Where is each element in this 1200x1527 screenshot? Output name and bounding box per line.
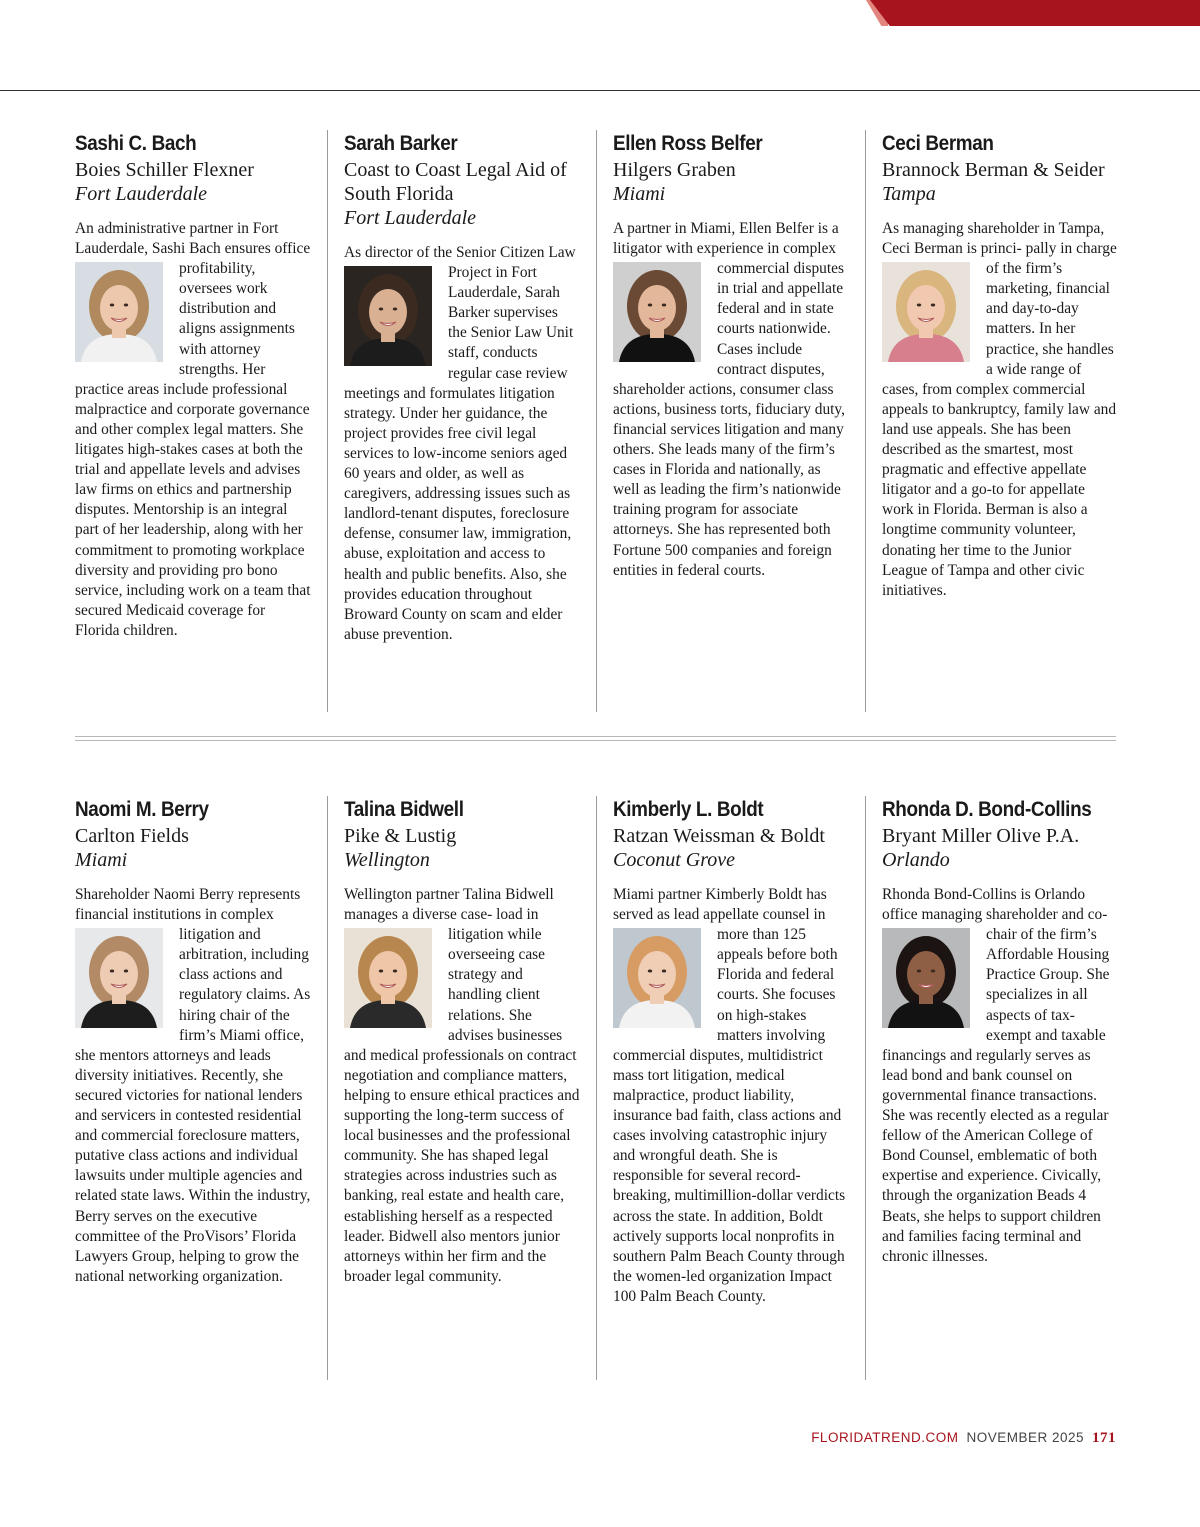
profile-photo bbox=[882, 928, 970, 1028]
profile-bio-rest: Law Project in Fort Lauderdale, Sarah Barker supervises the Senior Law Unit staff, conducts regular case review meetings and formulates litigation strategy. Under her guidance, the project provides free civil legal services to low-income seniors aged 60 years and older, as well as caregivers, addressing issues such as landlord-tenant disputes, foreclosure defense, consumer law, immigration, abuse, exploitation and access to health and public benefits. Also, she provides education throughout Broward County on scam and elder abuse prevention. bbox=[344, 244, 576, 643]
section-divider bbox=[75, 736, 1116, 741]
portrait-eye-right bbox=[931, 970, 935, 973]
column-divider bbox=[865, 130, 866, 712]
portrait-image bbox=[344, 266, 432, 366]
profile-bio-rest: office profitability, oversees work distribution and aligns assignments with attorney strengths. Her practice areas include professional malpractice and corporate governance and other complex legal matters. She litigates high-stakes cases at both the trial and appellate levels and advises law firms on ethics and partnership disputes. Mentorship is an integral part of her leadership, along with her commitment to promoting workplace diversity and providing pro bono service, including work on a team that secured Medicaid coverage for Florida children. bbox=[75, 240, 311, 639]
portrait-eye-right bbox=[124, 970, 128, 973]
profile-bio bbox=[613, 219, 849, 581]
portrait-image bbox=[882, 262, 970, 362]
profile-bio bbox=[75, 885, 311, 1287]
portrait-eye-right bbox=[662, 304, 666, 307]
profile-city: Fort Lauderdale bbox=[344, 207, 477, 229]
profile-photo bbox=[344, 928, 432, 1028]
profile-city: Wellington bbox=[344, 849, 430, 871]
profile-name: Kimberly L. Boldt bbox=[613, 798, 764, 821]
footer-site-link[interactable]: FLORIDATREND.COM bbox=[811, 1430, 959, 1445]
column-divider bbox=[327, 130, 328, 712]
profile-firm: Boies Schiller Flexner bbox=[75, 159, 254, 181]
profile-card bbox=[344, 130, 580, 712]
portrait-image bbox=[613, 262, 701, 362]
profile-bio-lead: Rhonda Bond-Collins is Orlando office managing shareholder and bbox=[882, 886, 1086, 924]
top-rule bbox=[0, 90, 1200, 91]
profile-city: Miami bbox=[613, 183, 666, 205]
portrait-face bbox=[638, 951, 676, 997]
portrait-image bbox=[882, 928, 970, 1028]
profile-name: Ellen Ross Belfer bbox=[613, 132, 763, 155]
profile-card bbox=[344, 796, 580, 1380]
profile-bio-rest: load in litigation while overseeing case strategy and handling client relations. She advises businesses and medical professionals on contract negotiation and compliance matters, helping to ensure ethical practices and supporting the long-term success of local businesses and the professional community. She has shaped legal strategies across industries such as banking, real estate and health care, establishing herself as a respected leader. Bidwell also mentors junior attorneys within her firm and the broader legal community. bbox=[344, 906, 580, 1285]
portrait-face bbox=[907, 285, 945, 331]
portrait-eye-right bbox=[662, 970, 666, 973]
portrait-eye-left bbox=[379, 970, 383, 973]
page-footer bbox=[790, 1430, 1116, 1450]
profile-photo bbox=[613, 928, 701, 1028]
portrait-face bbox=[100, 951, 138, 997]
profile-bio bbox=[882, 219, 1118, 601]
profile-bio-rest: counsel in more than 125 appeals before both Florida and federal courts. She focuses on high-stakes matters involving commercial disputes, multidistrict mass tort litigation, medical malpractice, product liability, insurance bad faith, class actions and cases involving catastrophic injury and wrongful death. She is responsible for several record-breaking, multimillion-dollar verdicts across the state. In addition, Boldt actively supports local nonprofits in southern Palm Beach County through the women-led organization Impact 100 Palm Beach County. bbox=[613, 906, 846, 1305]
portrait-eye-left bbox=[917, 304, 921, 307]
profile-card bbox=[75, 130, 311, 712]
portrait-eye-left bbox=[917, 970, 921, 973]
profile-photo bbox=[344, 266, 432, 366]
profile-firm: Coast to Coast Legal Aid of South Florida bbox=[344, 159, 567, 205]
profile-row-1 bbox=[0, 130, 1200, 712]
column-divider bbox=[865, 796, 866, 1380]
profile-photo bbox=[75, 928, 163, 1028]
column-divider bbox=[596, 130, 597, 712]
corner-brand-bar bbox=[870, 0, 1200, 26]
profile-name: Sarah Barker bbox=[344, 132, 458, 155]
profile-bio-lead: Shareholder Naomi Berry represents financial institutions in bbox=[75, 886, 301, 924]
profile-bio-lead: As managing shareholder in Tampa, Ceci Berman is princi- bbox=[882, 220, 1105, 258]
profile-city: Fort Lauderdale bbox=[75, 183, 208, 205]
portrait-face bbox=[638, 285, 676, 331]
profile-card bbox=[882, 796, 1118, 1380]
profile-card bbox=[882, 130, 1118, 712]
profile-row-2 bbox=[0, 796, 1200, 1380]
profile-name: Rhonda D. Bond-Collins bbox=[882, 798, 1092, 821]
profile-bio bbox=[75, 219, 311, 641]
profile-bio bbox=[882, 885, 1118, 1267]
portrait-eye-left bbox=[379, 308, 383, 311]
profile-city: Coconut Grove bbox=[613, 849, 736, 871]
profile-bio-lead: A partner in Miami, Ellen Belfer is a litigator with experience in bbox=[613, 220, 839, 258]
portrait-eye-right bbox=[124, 304, 128, 307]
profile-photo bbox=[613, 262, 701, 362]
portrait-face bbox=[100, 285, 138, 331]
footer-issue-date: NOVEMBER 2025 bbox=[966, 1430, 1084, 1445]
profile-bio-rest: co-chair of the firm’s Affordable Housing Practice Group. She specializes in all aspects of tax-exempt and taxable financings and regularly serves as lead bond and bank counsel on governmental finance transactions. She was recently elected as a regular fellow of the American College of Bond Counsel, emblematic of both expertise and experience. Civically, through the organization Beads 4 Beats, she helps to support children and families facing terminal and chronic illnesses. bbox=[882, 906, 1110, 1265]
footer-page-number: 171 bbox=[1092, 1430, 1116, 1446]
profile-city: Miami bbox=[75, 849, 128, 871]
portrait-eye-right bbox=[393, 970, 397, 973]
profile-bio-rest: complex commercial disputes in trial and appellate federal and in state courts nationwide. Cases include contract disputes, shareholder actions, consumer class actions, business torts, fiduciary duty, financial services litigation and many others. She leads many of the firm’s cases in Florida and nationally, as well as leading the firm’s nationwide training program for associate attorneys. She has represented both Fortune 500 companies and foreign entities in federal courts. bbox=[613, 240, 845, 579]
profile-name: Sashi C. Bach bbox=[75, 132, 197, 155]
profile-bio-lead: Miami partner Kimberly Boldt has served as lead appellate bbox=[613, 886, 827, 924]
portrait-face bbox=[907, 951, 945, 997]
portrait-eye-right bbox=[393, 308, 397, 311]
profile-bio bbox=[613, 885, 849, 1307]
profile-city: Tampa bbox=[882, 183, 936, 205]
profile-bio-rest: complex litigation and arbitration, including class actions and regulatory claims. As hiring chair of the firm’s Miami office, she mentors attorneys and leads diversity initiatives. Recently, she secured victories for national lenders and servicers in contested residential and commercial foreclosure matters, putative class actions and individual lawsuits under multiple agencies and related state laws. Within the industry, Berry serves on the executive committee of the ProVisors’ Florida Lawyers Group, helping to grow the national networking organization. bbox=[75, 906, 311, 1285]
profile-bio-lead: An administrative partner in Fort Lauderdale, Sashi Bach ensures bbox=[75, 220, 279, 258]
profile-firm: Ratzan Weissman & Boldt bbox=[613, 825, 825, 847]
profile-bio-lead: Wellington partner Talina Bidwell manages a diverse case- bbox=[344, 886, 554, 924]
profile-photo bbox=[882, 262, 970, 362]
profile-bio-rest: pally in charge of the firm’s marketing, financial and day-to-day matters. In her practice, she handles a wide range of cases, from complex commercial appeals to bankruptcy, family law and land use appeals. She has been described as the smartest, most pragmatic and effective appellate litigator and a go-to for appellate work in Florida. Berman is also a longtime community volunteer, donating her time to the Junior League of Tampa and other civic initiatives. bbox=[882, 240, 1117, 599]
portrait-image bbox=[75, 928, 163, 1028]
profile-bio bbox=[344, 885, 580, 1287]
portrait-eye-left bbox=[110, 304, 114, 307]
profile-firm: Carlton Fields bbox=[75, 825, 189, 847]
portrait-eye-left bbox=[110, 970, 114, 973]
profile-card bbox=[613, 130, 849, 712]
profile-firm: Brannock Berman & Seider bbox=[882, 159, 1105, 181]
portrait-face bbox=[369, 951, 407, 997]
profile-bio bbox=[344, 243, 580, 645]
profile-card bbox=[75, 796, 311, 1380]
profile-firm: Hilgers Graben bbox=[613, 159, 736, 181]
portrait-eye-left bbox=[648, 970, 652, 973]
portrait-image bbox=[613, 928, 701, 1028]
profile-name: Ceci Berman bbox=[882, 132, 994, 155]
profile-city: Orlando bbox=[882, 849, 950, 871]
profile-firm: Pike & Lustig bbox=[344, 825, 457, 847]
profile-bio-lead: As director of the Senior Citizen bbox=[344, 244, 545, 261]
portrait-face bbox=[369, 289, 407, 335]
portrait-image bbox=[344, 928, 432, 1028]
portrait-eye-left bbox=[648, 304, 652, 307]
profile-firm: Bryant Miller Olive P.A. bbox=[882, 825, 1080, 847]
portrait-image bbox=[75, 262, 163, 362]
profile-name: Naomi M. Berry bbox=[75, 798, 209, 821]
portrait-eye-right bbox=[931, 304, 935, 307]
column-divider bbox=[596, 796, 597, 1380]
profile-name: Talina Bidwell bbox=[344, 798, 464, 821]
profile-card bbox=[613, 796, 849, 1380]
column-divider bbox=[327, 796, 328, 1380]
profile-photo bbox=[75, 262, 163, 362]
